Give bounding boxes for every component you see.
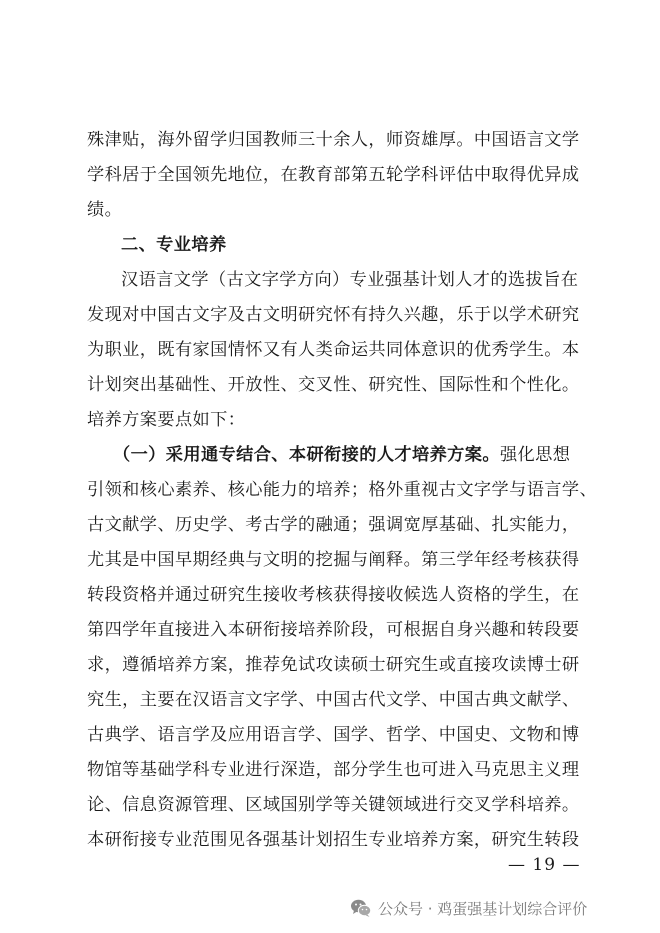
body-line: 本研衔接专业范围见各强基计划招生专业培养方案，研究生转段 [87, 830, 580, 850]
body-line: 论、信息资源管理、区域国别学等关键领域进行交叉学科培养。 [87, 795, 580, 815]
watermark-text: 公众号 · 鸡蛋强基计划综合评价 [378, 899, 588, 918]
body-line: 培养方案要点如下： [87, 410, 246, 430]
body-line: 第四学年直接进入本研衔接培养阶段，可根据自身兴趣和转段要 [87, 620, 580, 640]
section-heading: 二、专业培养 [121, 235, 227, 255]
body-line: 为职业，既有家国情怀又有人类命运共同体意识的优秀学生。本 [87, 340, 580, 360]
body-line: 引领和核心素养、核心能力的培养；格外重视古文字学与语言学、 [87, 480, 598, 500]
wechat-icon [350, 898, 372, 918]
body-line: 古典学、语言学及应用语言学、国学、哲学、中国史、文物和博 [87, 725, 580, 745]
body-line: 求，遵循培养方案，推荐免试攻读硕士研究生或直接攻读博士研 [87, 655, 580, 675]
body-line: 物馆等基础学科专业进行深造，部分学生也可进入马克思主义理 [87, 760, 580, 780]
body-line: 绩。 [87, 200, 123, 220]
body-line: 殊津贴，海外留学归国教师三十余人，师资雄厚。中国语言文学 [87, 130, 580, 150]
page-number: — 19 — [508, 855, 581, 875]
body-line: 尤其是中国早期经典与文明的挖掘与阐释。第三学年经考核获得 [87, 550, 580, 570]
body-line: 发现对中国古文字及古文明研究怀有持久兴趣，乐于以学术研究 [87, 305, 580, 325]
point-one-line [113, 443, 570, 467]
watermark [350, 893, 587, 923]
point-one-lead: （一）采用通专结合、本研衔接的人才培养方案。 [113, 445, 500, 465]
point-one-rest: 强化思想 [499, 445, 571, 465]
body-line: 古文献学、历史学、考古学的融通；强调宽厚基础、扎实能力， [87, 515, 580, 535]
body-line: 学科居于全国领先地位，在教育部第五轮学科评估中取得优异成 [87, 165, 580, 185]
body-line: 究生，主要在汉语言文字学、中国古代文学、中国古典文献学、 [87, 690, 580, 710]
body-line: 汉语言文学（古文字学方向）专业强基计划人才的选拔旨在 [121, 270, 579, 290]
body-line: 转段资格并通过研究生接收考核获得接收候选人资格的学生，在 [87, 585, 580, 605]
body-line: 计划突出基础性、开放性、交叉性、研究性、国际性和个性化。 [87, 375, 580, 395]
